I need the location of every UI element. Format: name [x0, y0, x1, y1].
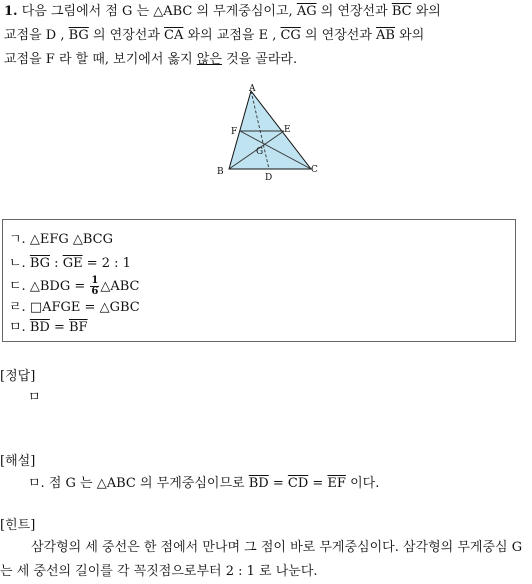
- choice-mark: ㄹ.: [9, 300, 26, 315]
- choice-mark: ㄴ.: [9, 256, 26, 271]
- question-number: 1.: [4, 4, 18, 19]
- equals-sign: =: [308, 476, 328, 491]
- choice-lhs: △BDG =: [29, 279, 90, 294]
- answer-value: ㅁ: [28, 390, 41, 405]
- explanation-fragment: 이다.: [350, 476, 380, 491]
- question-line-1: [4, 0, 528, 24]
- segment-EF: $\overline{EF}$: [327, 476, 346, 491]
- segment-GE: $\overline{GE}$: [62, 256, 83, 271]
- segment-CG: $\overline{CG}$: [280, 28, 301, 43]
- segment-BC: $\overline{BC}$: [391, 4, 412, 19]
- question-fragment: 것을 골라라.: [226, 52, 298, 67]
- question-fragment: 의 연장선과: [304, 28, 372, 43]
- choice-expression: △EFG △BCG: [29, 232, 113, 247]
- choice-expression: □AFGE = △GBC: [29, 300, 140, 315]
- fraction-one-sixth: [90, 276, 99, 297]
- equals-sign: =: [49, 320, 69, 335]
- choice-mark: ㄱ.: [9, 232, 26, 247]
- question-fragment: 와의 교점을 E ,: [187, 28, 277, 43]
- label-b: B: [217, 167, 224, 177]
- segment-BG: $\overline{BG}$: [68, 28, 89, 43]
- question-fragment: 의 연장선과: [320, 4, 388, 19]
- choice-mark: ㅁ.: [9, 320, 26, 335]
- choice-5: [9, 320, 88, 336]
- label-d: D: [265, 173, 273, 183]
- question-fragment: 와의: [399, 28, 425, 43]
- label-g: G: [256, 147, 264, 157]
- question-fragment: 와의: [415, 4, 441, 19]
- fraction-numerator: 1: [91, 275, 99, 286]
- answer-title: [정답]: [0, 369, 36, 384]
- question-fragment: 교점을 F 라 할 때, 보기에서 옳지: [4, 52, 193, 67]
- hint-text: 삼각형의 세 중선은 한 점에서 만나며 그 점이 바로 무게중심이다. 삼각형의 무게중심 G 는 세 중선의 길이를 각 꼭짓점으로부터 2 : 1 로 나눈다.: [0, 540, 523, 579]
- segment-CD: $\overline{CD}$: [287, 476, 309, 491]
- question-fragment: 의 연장선과: [92, 28, 160, 43]
- label-a: A: [249, 84, 256, 94]
- segment-AG: $\overline{AG}$: [296, 4, 317, 19]
- label-e: E: [284, 125, 291, 135]
- choice-4: [9, 300, 140, 316]
- choice-1: [9, 232, 113, 248]
- question-line-2: [4, 24, 528, 48]
- question-fragment: 교점을 D ,: [4, 28, 65, 43]
- choice-rhs: △ABC: [100, 279, 140, 294]
- choices-box: [2, 219, 516, 342]
- triangle-abc: [229, 91, 311, 169]
- segment-AB: $\overline{AB}$: [376, 28, 395, 43]
- question-fragment: 다음 그림에서 점 G 는 △ABC 의 무게중심이고,: [21, 4, 293, 19]
- explanation-fragment: ㅁ. 점 G 는 △ABC 의 무게중심이므로: [28, 476, 245, 491]
- hint-title: [힌트]: [0, 518, 36, 533]
- segment-BD: $\overline{BD}$: [29, 320, 50, 335]
- equals-sign: =: [268, 476, 288, 491]
- segment-BD: $\overline{BD}$: [248, 476, 269, 491]
- choice-2: [9, 256, 131, 272]
- label-c: C: [311, 165, 318, 175]
- ratio-value: = 2 : 1: [82, 256, 131, 271]
- label-f: F: [231, 127, 238, 137]
- explanation-title: [해설]: [0, 454, 36, 469]
- explanation-text: [28, 472, 379, 491]
- segment-BF: $\overline{BF}$: [69, 320, 88, 335]
- choice-3: [9, 274, 139, 300]
- question-text: [4, 0, 528, 72]
- underlined-word: 않은: [196, 52, 222, 67]
- choice-mark: ㄷ.: [9, 279, 26, 294]
- fraction-denominator: 6: [91, 286, 99, 297]
- segment-CA: $\overline{CA}$: [164, 28, 184, 43]
- ratio-colon: :: [50, 256, 63, 271]
- question-line-3: [4, 48, 528, 72]
- triangle-figure: [205, 82, 330, 184]
- segment-BG: $\overline{BG}$: [29, 256, 51, 271]
